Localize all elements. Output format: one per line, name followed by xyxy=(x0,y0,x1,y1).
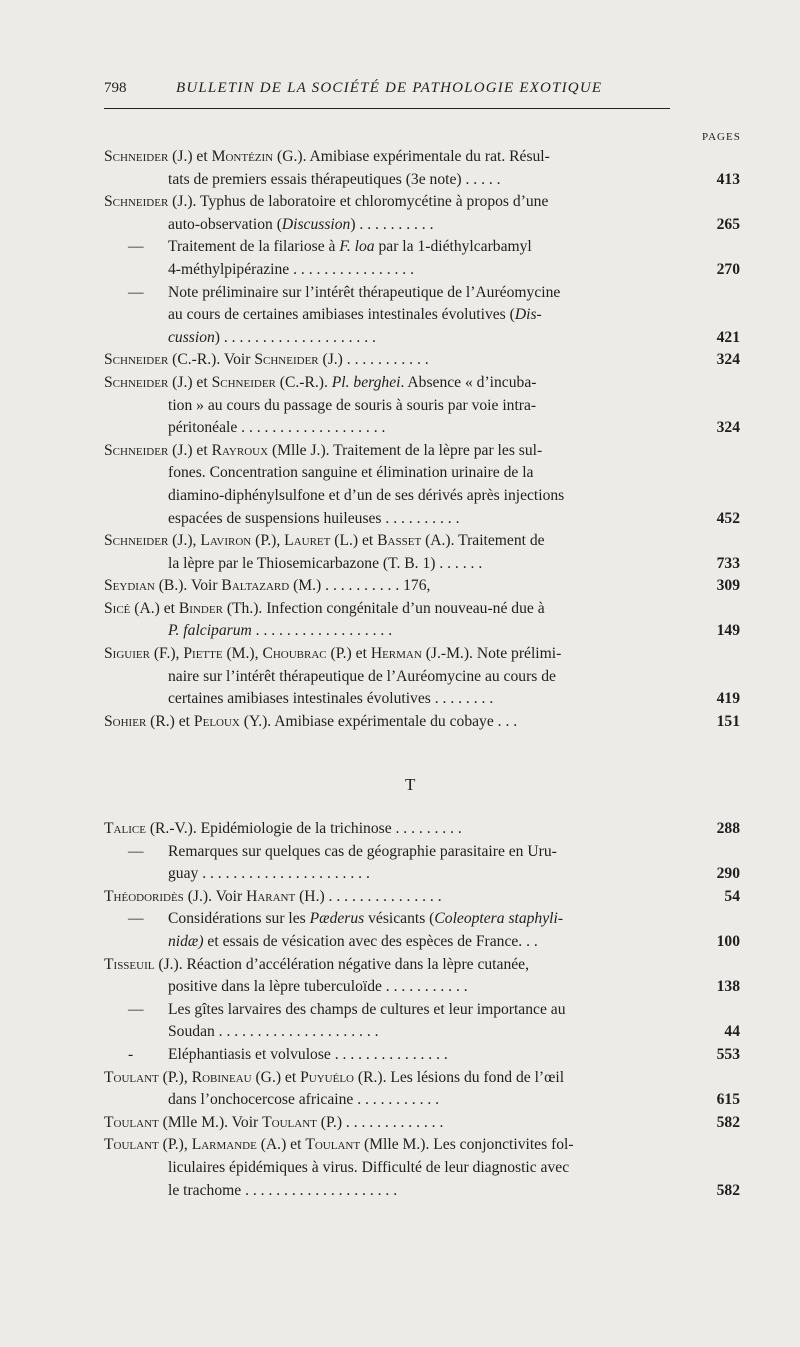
entry-text: par la 1-diéthylcarbamyl xyxy=(374,238,532,256)
entry-text: (R.-V.). Epidémiologie de la trichinose . . . . . . . . . xyxy=(145,820,462,837)
entry-line xyxy=(104,508,740,531)
page-reference: 309 xyxy=(716,577,740,595)
entry-text: (M.) . . . . . . . . . . 176, xyxy=(289,577,431,595)
entry-line xyxy=(104,863,740,886)
entry-line xyxy=(104,395,740,418)
page-reference: 452 xyxy=(716,509,740,527)
entry-text: . . . . . . . . . . . . . . . . . . xyxy=(251,622,393,640)
index-entry xyxy=(104,349,740,372)
entry-text: (P.), xyxy=(158,1068,192,1086)
author-name: Piette xyxy=(183,645,223,663)
index-entry xyxy=(104,1067,740,1112)
author-name: Binder xyxy=(178,599,223,617)
entry-line xyxy=(104,349,740,372)
entry-text: (M.), xyxy=(222,645,263,663)
author-name: Théodoridès xyxy=(104,887,184,905)
entry-text: tats de premiers essais thérapeutiques (3e note) . . . . . xyxy=(168,170,501,188)
entry-line xyxy=(104,620,740,643)
entry-text: liculaires épidémiques à virus. Difficulté de leur diagnostic avec xyxy=(168,1158,570,1176)
page-reference: 553 xyxy=(716,1045,740,1063)
entry-text: positive dans la lèpre tuberculoïde . . . . . . . . . . . xyxy=(168,978,468,996)
author-name: Herman xyxy=(370,645,422,663)
entry-text: Les gîtes larvaires des champs de cultures et leur importance au xyxy=(168,1000,566,1018)
author-name: Talice xyxy=(104,820,146,837)
entry-line xyxy=(104,304,740,327)
entry-line xyxy=(104,711,740,734)
entry-line xyxy=(104,417,740,440)
entry-text: (Mlle M.). Les conjonctivites fol- xyxy=(360,1136,574,1154)
entry-text: (P.) . . . . . . . . . . . . . xyxy=(316,1113,444,1131)
entry-text: ) . . . . . . . . . . xyxy=(350,215,434,233)
entry-text: (R.). Les lésions du fond de l’œil xyxy=(353,1068,565,1086)
index-entry xyxy=(104,1044,740,1067)
page-reference: 44 xyxy=(724,1023,740,1041)
entry-line xyxy=(104,688,740,711)
author-name: Schneider xyxy=(254,351,319,369)
page-reference: 413 xyxy=(716,170,740,188)
author-name: Rayroux xyxy=(211,441,269,459)
entry-line xyxy=(104,575,740,598)
author-name: Sicé xyxy=(104,599,131,617)
italic-text: F. loa xyxy=(339,238,375,256)
entry-text: au cours de certaines amibiases intestinales évolutives ( xyxy=(168,306,515,324)
index-entry xyxy=(104,818,740,841)
entry-line xyxy=(104,1067,740,1090)
entry-text: et essais de vésication avec des espèces de France. . . xyxy=(203,932,538,950)
entry-text: (B.). Voir xyxy=(154,577,222,595)
author-name: Tisseuil xyxy=(104,955,155,973)
entry-text: (J.) et xyxy=(168,373,212,391)
index-entry xyxy=(104,575,740,598)
author-name: Toulant xyxy=(305,1136,361,1154)
entry-text: naire sur l’intérêt thérapeutique de l’Auréomycine au cours de xyxy=(168,667,556,685)
author-name: Lauret xyxy=(284,532,331,550)
author-name: Harant xyxy=(246,887,296,905)
entry-line xyxy=(104,169,740,192)
dash-mark: — xyxy=(128,238,144,256)
entry-line xyxy=(104,1021,740,1044)
entry-line xyxy=(104,440,740,463)
page-reference: 733 xyxy=(716,554,740,572)
page-reference: 582 xyxy=(716,1181,740,1199)
author-name: Toulant xyxy=(104,1068,159,1086)
page-reference: 615 xyxy=(716,1091,740,1109)
index-entry xyxy=(104,908,740,953)
index-entries-s xyxy=(104,146,740,733)
entry-text: certaines amibiases intestinales évolutives . . . . . . . . xyxy=(168,690,494,708)
entry-text: 4-méthylpipérazine . . . . . . . . . . . . . . . . xyxy=(168,260,414,278)
entry-line xyxy=(104,598,740,621)
entry-text: Considérations sur les xyxy=(168,910,310,928)
entry-text: espacées de suspensions huileuses . . . . . . . . . . xyxy=(168,509,460,527)
entry-text: (G.). Amibiase expérimentale du rat. Résul- xyxy=(273,148,550,165)
entry-text: (F.), xyxy=(149,645,184,663)
index-entry xyxy=(104,191,740,236)
entry-text: ) . . . . . . . . . . . . . . . . . . . . xyxy=(214,328,376,346)
entry-text: tion » au cours du passage de souris à souris par voie intra- xyxy=(168,396,537,414)
italic-text: Discussion xyxy=(281,215,351,233)
entry-text: (P.), xyxy=(251,532,285,550)
author-name: Sohier xyxy=(104,712,147,730)
entry-text: guay . . . . . . . . . . . . . . . . . . . . . . xyxy=(168,865,370,883)
index-entry xyxy=(104,440,740,530)
index-entry xyxy=(104,146,740,191)
author-name: Siguier xyxy=(104,645,150,663)
entry-line xyxy=(104,553,740,576)
entry-text: (J.) et xyxy=(168,441,212,459)
page-reference: 290 xyxy=(716,865,740,883)
entry-text: vésicants ( xyxy=(364,910,435,928)
page-reference: 100 xyxy=(716,932,740,950)
author-name: Laviron xyxy=(200,532,252,550)
page-reference: 265 xyxy=(716,215,740,233)
entry-line xyxy=(104,999,740,1022)
page-reference: 582 xyxy=(716,1113,740,1131)
author-name: Schneider xyxy=(104,351,169,369)
entry-line xyxy=(104,1134,740,1157)
entry-text: la lèpre par le Thiosemicarbazone (T. B. 1) . . . . . . xyxy=(168,554,483,572)
journal-title: BULLETIN DE LA SOCIÉTÉ DE PATHOLOGIE EXOTIQUE xyxy=(176,80,603,96)
entry-text: (P.), xyxy=(158,1136,192,1154)
author-name: Schneider xyxy=(211,373,276,391)
author-name: Robineau xyxy=(191,1068,252,1086)
author-name: Peloux xyxy=(193,712,240,730)
author-name: Puyuélo xyxy=(300,1068,354,1086)
section-letter: T xyxy=(405,775,416,794)
italic-text: Pæderus xyxy=(309,910,365,928)
index-entry xyxy=(104,1112,740,1135)
author-name: Baltazard xyxy=(221,577,290,595)
index-entry xyxy=(104,954,740,999)
dash-mark: — xyxy=(128,842,144,860)
author-name: Schneider xyxy=(104,193,169,211)
entry-text: (A.). Traitement de xyxy=(421,532,545,550)
entry-line xyxy=(104,643,740,666)
author-name: Montézin xyxy=(211,148,274,165)
entry-text: Traitement de la filariose à xyxy=(168,238,340,256)
entry-text: Remarques sur quelques cas de géographie parasitaire en Uru- xyxy=(168,842,557,860)
entry-line xyxy=(104,1157,740,1180)
entry-text: dans l’onchocercose africaine . . . . . . . . . . . xyxy=(168,1091,440,1109)
entry-text: diamino-diphénylsulfone et d’un de ses dérivés après injections xyxy=(168,486,565,504)
entry-text: (J.) et xyxy=(168,148,212,165)
entry-line xyxy=(104,530,740,553)
entry-text: (C.-R.). Voir xyxy=(168,351,255,369)
entry-text: (Y.). Amibiase expérimentale du cobaye . . . xyxy=(239,712,518,730)
page-reference: 151 xyxy=(716,712,740,730)
page-reference: 138 xyxy=(716,978,740,996)
index-entry xyxy=(104,841,740,886)
author-name: Basset xyxy=(377,532,422,550)
dash-mark: - xyxy=(128,1045,134,1063)
entry-line xyxy=(104,1044,740,1067)
index-entry xyxy=(104,711,740,734)
entry-text: (J.-M.). Note prélimi- xyxy=(421,645,562,663)
entry-line xyxy=(104,818,740,841)
entry-text: (G.) et xyxy=(251,1068,301,1086)
page-reference: 324 xyxy=(716,351,740,369)
author-name: Schneider xyxy=(104,441,169,459)
index-entries-t xyxy=(104,818,740,1202)
author-name: Larmande xyxy=(191,1136,257,1154)
entry-text: (J.). Réaction d’accélération négative dans la lèpre cutanée, xyxy=(154,955,529,973)
entry-line xyxy=(104,1089,740,1112)
entry-text: (A.) et xyxy=(256,1136,306,1154)
entry-line xyxy=(104,282,740,305)
index-entry xyxy=(104,999,740,1044)
entry-line xyxy=(104,666,740,689)
author-name: Schneider xyxy=(104,532,169,550)
author-name: Toulant xyxy=(104,1113,159,1131)
page-reference: 270 xyxy=(716,260,740,278)
author-name: Choubrac xyxy=(262,645,327,663)
author-name: Toulant xyxy=(104,1136,159,1154)
entry-line xyxy=(104,146,740,169)
entry-text: auto-observation ( xyxy=(168,215,282,233)
index-entry xyxy=(104,1134,740,1202)
entry-text: Soudan . . . . . . . . . . . . . . . . . . . . . xyxy=(168,1023,379,1041)
dash-mark: — xyxy=(128,910,144,928)
entry-text: (J.), xyxy=(168,532,201,550)
entry-line xyxy=(104,931,740,954)
page-reference: 149 xyxy=(716,622,740,640)
author-name: Seydian xyxy=(104,577,155,595)
page-reference: 288 xyxy=(716,820,740,837)
italic-text: Coleoptera staphyli- xyxy=(434,910,564,928)
page-number: 798 xyxy=(104,80,127,96)
index-entry xyxy=(104,236,740,281)
entry-text: le trachome . . . . . . . . . . . . . . . . . . . . xyxy=(168,1181,398,1199)
entry-line xyxy=(104,462,740,485)
entry-text: (R.) et xyxy=(146,712,194,730)
entry-line xyxy=(104,214,740,237)
entry-line xyxy=(104,1112,740,1135)
entry-text: (J.). Typhus de laboratoire et chloromycétine à propos d’une xyxy=(168,193,549,211)
entry-line xyxy=(104,259,740,282)
page-reference: 324 xyxy=(716,419,740,437)
entry-text: (L.) et xyxy=(330,532,378,550)
entry-text: (Mlle J.). Traitement de la lèpre par les sul- xyxy=(268,441,543,459)
entry-line xyxy=(104,1180,740,1203)
index-entry xyxy=(104,282,740,350)
italic-text: nidæ) xyxy=(168,932,204,950)
entry-line xyxy=(104,908,740,931)
entry-text: . Absence « d’incuba- xyxy=(400,373,537,391)
entry-text: (C.-R.). xyxy=(275,373,332,391)
author-name: Schneider xyxy=(104,148,169,165)
entry-line xyxy=(104,954,740,977)
entry-line xyxy=(104,485,740,508)
entry-text: (J.) . . . . . . . . . . . xyxy=(318,351,429,369)
index-entry xyxy=(104,598,740,643)
italic-text: cussion xyxy=(168,328,215,346)
entry-line xyxy=(104,841,740,864)
entry-line xyxy=(104,191,740,214)
index-entry xyxy=(104,372,740,440)
entry-text: fones. Concentration sanguine et élimination urinaire de la xyxy=(168,464,534,482)
dash-mark: — xyxy=(128,283,144,301)
entry-text: (Mlle M.). Voir xyxy=(158,1113,263,1131)
italic-text: Dis- xyxy=(514,306,542,324)
entry-text: (H.) . . . . . . . . . . . . . . . xyxy=(295,887,442,905)
italic-text: Pl. berghei xyxy=(331,373,401,391)
entry-text: Eléphantiasis et volvulose . . . . . . . . . . . . . . . xyxy=(168,1045,448,1063)
index-entry xyxy=(104,530,740,575)
italic-text: P. falciparum xyxy=(168,622,252,640)
entry-text: (P.) et xyxy=(326,645,371,663)
entry-text: (J.). Voir xyxy=(183,887,247,905)
pages-column-label: PAGES xyxy=(702,131,741,143)
author-name: Toulant xyxy=(262,1113,317,1131)
dash-mark: — xyxy=(128,1000,144,1018)
entry-text: Note préliminaire sur l’intérêt thérapeutique de l’Auréomycine xyxy=(168,283,561,301)
entry-text: (A.) et xyxy=(130,599,179,617)
entry-line xyxy=(104,236,740,259)
entry-text: (Th.). Infection congénitale d’un nouveau-né due à xyxy=(222,599,545,617)
index-entry xyxy=(104,886,740,909)
entry-line xyxy=(104,327,740,350)
entry-line xyxy=(104,976,740,999)
header-rule xyxy=(104,108,670,109)
entry-line xyxy=(104,372,740,395)
page-reference: 54 xyxy=(724,887,740,905)
page-reference: 421 xyxy=(716,328,740,346)
author-name: Schneider xyxy=(104,373,169,391)
entry-text: péritonéale . . . . . . . . . . . . . . . . . . . xyxy=(168,419,386,437)
page-reference: 419 xyxy=(716,690,740,708)
entry-line xyxy=(104,886,740,909)
index-entry xyxy=(104,643,740,711)
